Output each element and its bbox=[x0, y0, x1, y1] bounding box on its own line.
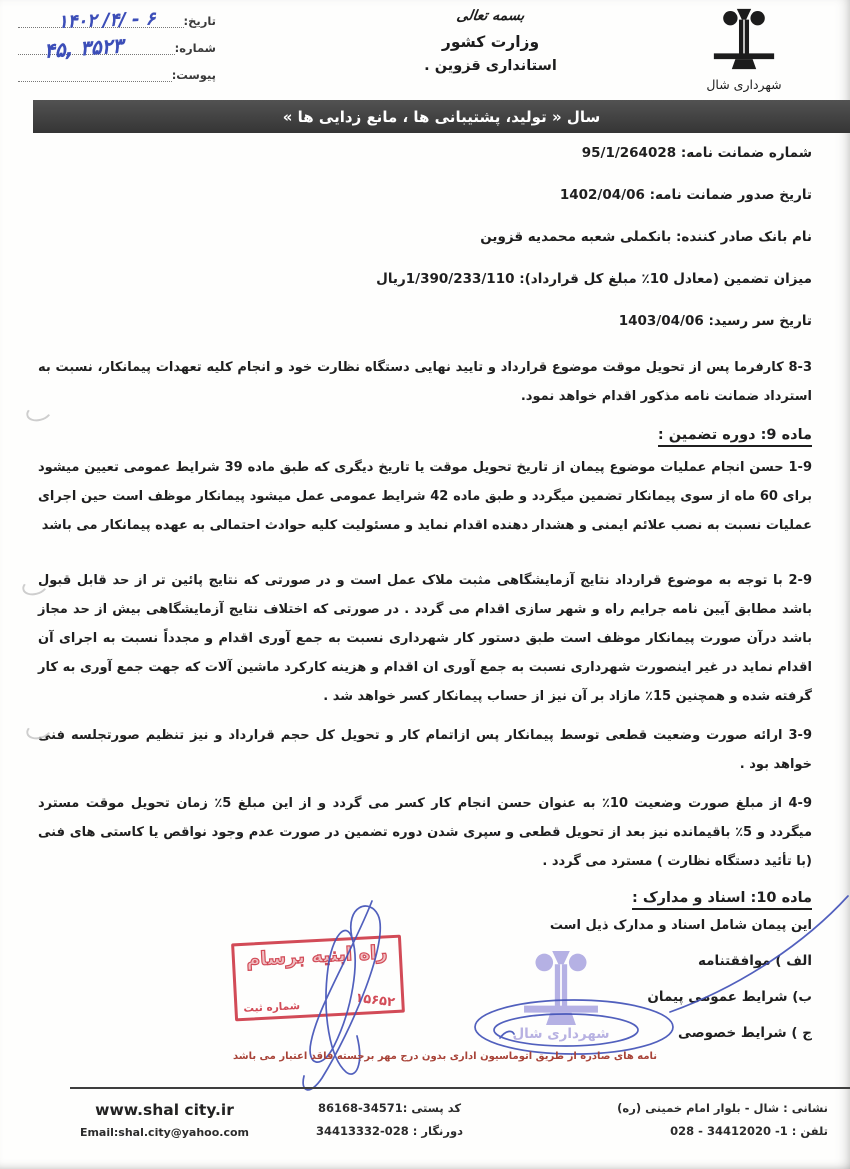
guarantee-issue-date-label: تاریخ صدور ضمانت نامه: bbox=[649, 187, 812, 203]
letter-body bbox=[38, 143, 812, 1041]
footer-postal-code: کد پستی :34571-86168 bbox=[317, 1101, 462, 1115]
shal-municipality-emblem-icon bbox=[704, 6, 784, 72]
footer-fax: دورنگار : 028-34413332 bbox=[315, 1124, 464, 1138]
article-9-heading bbox=[38, 427, 812, 443]
guarantee-number-label: شماره ضمانت نامه: bbox=[680, 145, 812, 161]
footer-web-column bbox=[42, 1101, 287, 1139]
guarantee-number-value: 95/1/264028 bbox=[581, 145, 677, 161]
municipality-stamp-emblem-icon bbox=[517, 946, 605, 1030]
guarantee-amount-label: میزان تضمین (معادل 10٪ مبلغ کل قرارداد): bbox=[519, 271, 812, 287]
contractor-stamp-registration-row bbox=[243, 992, 396, 1015]
clause-9-3: 3-9 ارائه صورت وضعیت قطعی توسط پیمانکار پس ازاتمام کار و تحویل کل حجم قرارداد و نیز تنظیم صورتجلسه فنی خواهد بود . bbox=[38, 728, 812, 772]
number-label: شماره: bbox=[174, 41, 216, 55]
clause-9-4: 4-9 از مبلغ صورت وضعیت 10٪ به عنوان حسن انجام کار کسر می گردد و از این مبلغ 5٪ زمان تحویل موقت مسترد میگردد و 5٪ باقیمانده نیز بعد از تحویل قطعی و سپری شدن دوره تضمین در صورت عدم وجود نواقص یا کاستی های فنی (با تأئید دستگاه نظارت ) مسترد می گردد . bbox=[38, 796, 812, 869]
footer-phone: تلفن : 1- 34412020 - 028 bbox=[670, 1124, 828, 1138]
footer-divider bbox=[70, 1087, 850, 1089]
attachment-label: پیوست: bbox=[171, 68, 216, 82]
handwritten-date: ۱۴۰۲ /۴/ - ۶ bbox=[57, 8, 156, 33]
guarantee-amount-row bbox=[38, 269, 812, 289]
issuing-bank-label: نام بانک صادر کننده: bbox=[675, 229, 812, 245]
guarantee-amount-value: 1/390/233/110ریال bbox=[376, 271, 515, 287]
clause-9-2: 2-9 با توجه به موضوع قرارداد نتایج آزمایشگاهی مثبت ملاک عمل است و در صورتی که نتایج پائین تر از حد قابل قبول باشد مطابق آیین نامه جرایم راه و شهر سازی اقدام می گردد . در صورتی که اختلاف نتایج آزمایشگاهی بیش از حد مجاز باشد درآن صورت پیمانکار موظف است طبق دستور کار شهرداری نسبت به جمع آوری اقدام و مجدداً نسبت به اجرای آن اقدام نماید در غیر اینصورت شهرداری نسبت به جمع آوری ان اقدام و هزینه کارکرد ماشین آلات که جهت جمع آوری به کار گرفته شده و همچنین 15٪ مازاد بر آن نیز از حساب پیمانکار کسر خواهد شد . bbox=[38, 573, 812, 704]
year-slogan-text: سال « تولید، پشتیبانی ها ، مانع زدایی ها » bbox=[282, 107, 601, 126]
governorate-title: استانداری قزوین . bbox=[424, 58, 557, 74]
handwritten-number: ۴۵, ۳۵۲۳ bbox=[43, 33, 124, 63]
footer-address: نشانی : شال - بلوار امام خمینی (ره) bbox=[617, 1101, 828, 1115]
contractor-stamp bbox=[231, 935, 405, 1022]
article-10-heading-text: ماده 10: اسناد و مدارک : bbox=[632, 890, 812, 910]
contractor-stamp-registration-label: شماره ثبت bbox=[243, 999, 301, 1015]
contractor-stamp-name: راه ابنیه برسام bbox=[245, 941, 388, 971]
footer-website: www.shal city.ir bbox=[95, 1101, 234, 1119]
article-10-intro: این پیمان شامل اسناد و مدارک ذیل است bbox=[549, 918, 812, 933]
article-9-heading-text: ماده 9: دوره تضمین : bbox=[658, 427, 812, 447]
document-item-b: ب) شرایط عمومی پیمان bbox=[647, 989, 812, 1005]
contractor-stamp-registration-number: ۱۵۶۵۲ bbox=[354, 990, 397, 1011]
document-item-a: الف ) موافقتنامه bbox=[698, 953, 812, 969]
guarantee-due-date-row bbox=[38, 311, 812, 331]
municipality-logo-block bbox=[696, 6, 792, 92]
guarantee-due-date-value: 1403/04/06 bbox=[618, 313, 704, 329]
guarantee-issue-date-value: 1402/04/06 bbox=[559, 187, 645, 203]
footer-address-column bbox=[508, 1101, 828, 1138]
footer-email: Email:shal.city@yahoo.com bbox=[79, 1126, 250, 1139]
footer-postal-column bbox=[277, 1101, 502, 1138]
year-slogan-banner bbox=[33, 100, 850, 133]
letter-meta-block bbox=[16, 8, 216, 95]
document-item-c: ج ) شرایط خصوصی bbox=[677, 1025, 812, 1041]
issuing-bank-row bbox=[38, 227, 812, 247]
clause-8-3: 8-3 کارفرما پس از تحویل موقت موضوع قرارداد و تایید نهایی دستگاه نظارت خود و انجام کلیه تعهدات پیمانکار، نسبت به استرداد ضمانت نامه مذکور اقدام خواهد نمود. bbox=[38, 360, 812, 404]
clause-9-1: 1-9 حسن انجام عملیات موضوع پیمان از تاریخ تحویل موقت یا تاریخ دیگری که طبق ماده 39 شرایط عمومی تعیین میشود برای 60 ماه از سوی پیمانکار تضمین میگردد و طبق ماده 42 شرایط عمومی عمل میشود پیمانکار موظف است حین اجرای عملیات نسبت به نصب علائم ایمنی و هشدار دهنده اقدام نماید و مسئولیت کلیه حوادث احتمالی به عهده پیمانکار می باشد bbox=[38, 460, 813, 533]
guarantee-number-row bbox=[38, 143, 812, 163]
automation-validity-notice: نامه های صادره از طریق اتوماسیون اداری بدون درج مهر برجسته فاقد اعتبار می باشد bbox=[232, 1051, 658, 1062]
attachment-dotted-line bbox=[18, 68, 172, 82]
article-10-heading bbox=[38, 890, 812, 906]
municipality-stamp bbox=[503, 946, 619, 1042]
bismillah-text: بسمه تعالی bbox=[455, 8, 526, 24]
guarantee-issue-date-row bbox=[38, 185, 812, 205]
issuing-bank-value: بانکملی شعبه محمدیه قزوین bbox=[480, 229, 672, 245]
guarantee-due-date-label: تاریخ سر رسید: bbox=[708, 313, 812, 329]
date-label: تاریخ: bbox=[183, 14, 216, 28]
letterhead-center bbox=[398, 8, 583, 74]
meta-attachment-row bbox=[16, 68, 216, 82]
municipality-logo-caption: شهرداری شال bbox=[706, 77, 782, 92]
municipality-stamp-caption: شهرداری شال bbox=[512, 1026, 610, 1042]
ministry-title: وزارت کشور bbox=[441, 33, 540, 51]
